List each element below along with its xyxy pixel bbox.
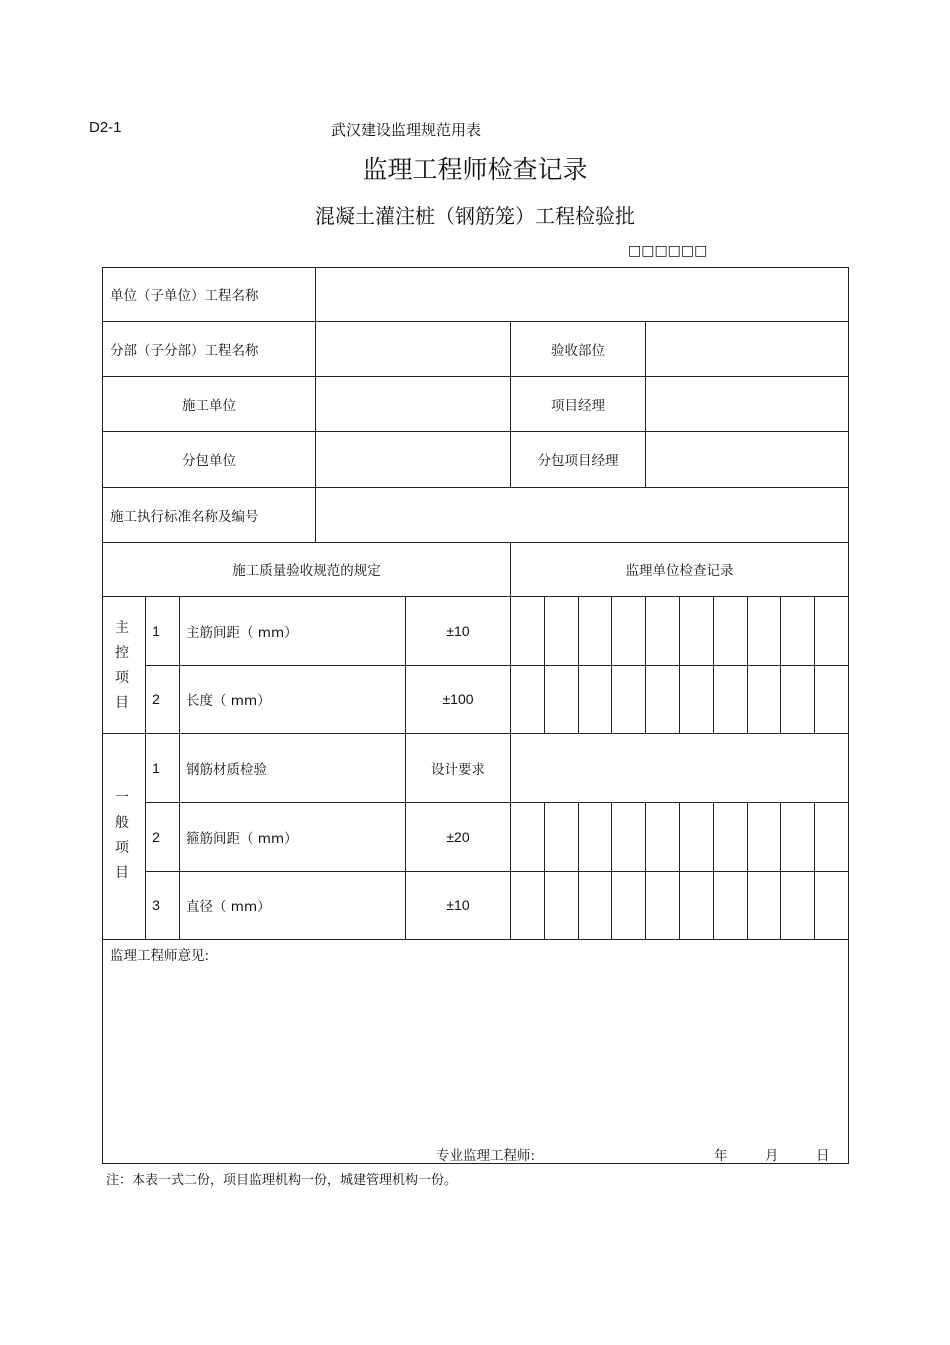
standard-label: 施工执行标准名称及编号 [110,508,259,525]
project-manager-label: 项目经理 [551,397,605,414]
form-code: D2-1 [89,119,122,136]
general-item-tolerance: ±20 [446,828,470,845]
subcontract-unit-field[interactable] [316,431,510,487]
subcontract-unit-label: 分包单位 [182,453,236,469]
sub-project-field[interactable] [316,321,510,376]
opinion-field[interactable] [110,965,840,1135]
grid-line [780,802,781,939]
grid-line [102,939,849,940]
project-manager-field[interactable] [646,376,848,431]
record-header: 监理单位检查记录 [625,563,734,579]
general-item-tolerance: 设计要求 [431,761,485,778]
grid-line [179,596,180,939]
opinion-label: 监理工程师意见: [110,948,210,964]
main-item-name: 主筋间距（ mm） [186,624,298,641]
grid-line [814,596,815,733]
subcontract-manager-field[interactable] [646,431,848,487]
form-series: 武汉建设监理规范用表 [331,121,482,139]
unit-project-field[interactable] [316,267,848,321]
general-item-name: 直径（ mm） [186,899,271,915]
grid-line [544,596,545,733]
month-label: 月 [765,1148,779,1164]
main-item-no: 1 [152,622,160,639]
construction-unit-field[interactable] [316,376,510,431]
grid-line [544,802,545,939]
grid-line [679,596,680,733]
construction-unit-label: 施工单位 [182,397,236,414]
grid-line [645,802,646,939]
year-label: 年 [714,1148,728,1164]
general-item-name: 钢筋材质检验 [186,761,267,778]
main-item-tolerance: ±100 [442,691,474,707]
main-item-no: 2 [152,691,160,707]
main-item-tolerance: ±10 [446,622,470,639]
grid-line [747,596,748,733]
standard-field[interactable] [316,487,848,542]
grid-line [747,802,748,939]
main-items-group-label: 主 控 项 目 [115,620,129,711]
grid-line [780,596,781,733]
accept-part-field[interactable] [646,321,848,376]
grid-line [713,596,714,733]
general-item-name: 箍筋间距（ mm） [186,830,298,847]
record-number-boxes[interactable]: □□□□□□ [628,243,708,259]
grid-line [713,802,714,939]
signer-label: 专业监理工程师: [436,1148,536,1164]
grid-line [814,802,815,939]
grid-line [578,596,579,733]
spec-header: 施工质量验收规范的规定 [232,563,381,579]
general-item-no: 1 [152,759,160,776]
page-subtitle: 混凝土灌注桩（钢筋笼）工程检验批 [315,204,635,228]
footnote: 注：本表一式二份，项目监理机构一份，城建管理机构一份。 [106,1173,458,1188]
main-item-name: 长度（ mm） [186,693,271,709]
grid-line [679,802,680,939]
grid-line [510,542,511,939]
general-item-tolerance: ±10 [446,897,470,913]
general-item-no: 2 [152,828,160,845]
page-title: 监理工程师检查记录 [362,155,588,184]
grid-line [611,596,612,733]
day-label: 日 [816,1148,830,1164]
grid-line [578,802,579,939]
subcontract-manager-label: 分包项目经理 [537,453,619,469]
sub-project-label: 分部（子分部）工程名称 [110,342,259,359]
general-items-group-label: 一 般 项 目 [115,790,129,881]
grid-line [611,802,612,939]
grid-line [645,596,646,733]
unit-project-label: 单位（子单位）工程名称 [110,288,259,304]
general-item-no: 3 [152,897,160,913]
accept-part-label: 验收部位 [551,342,605,359]
